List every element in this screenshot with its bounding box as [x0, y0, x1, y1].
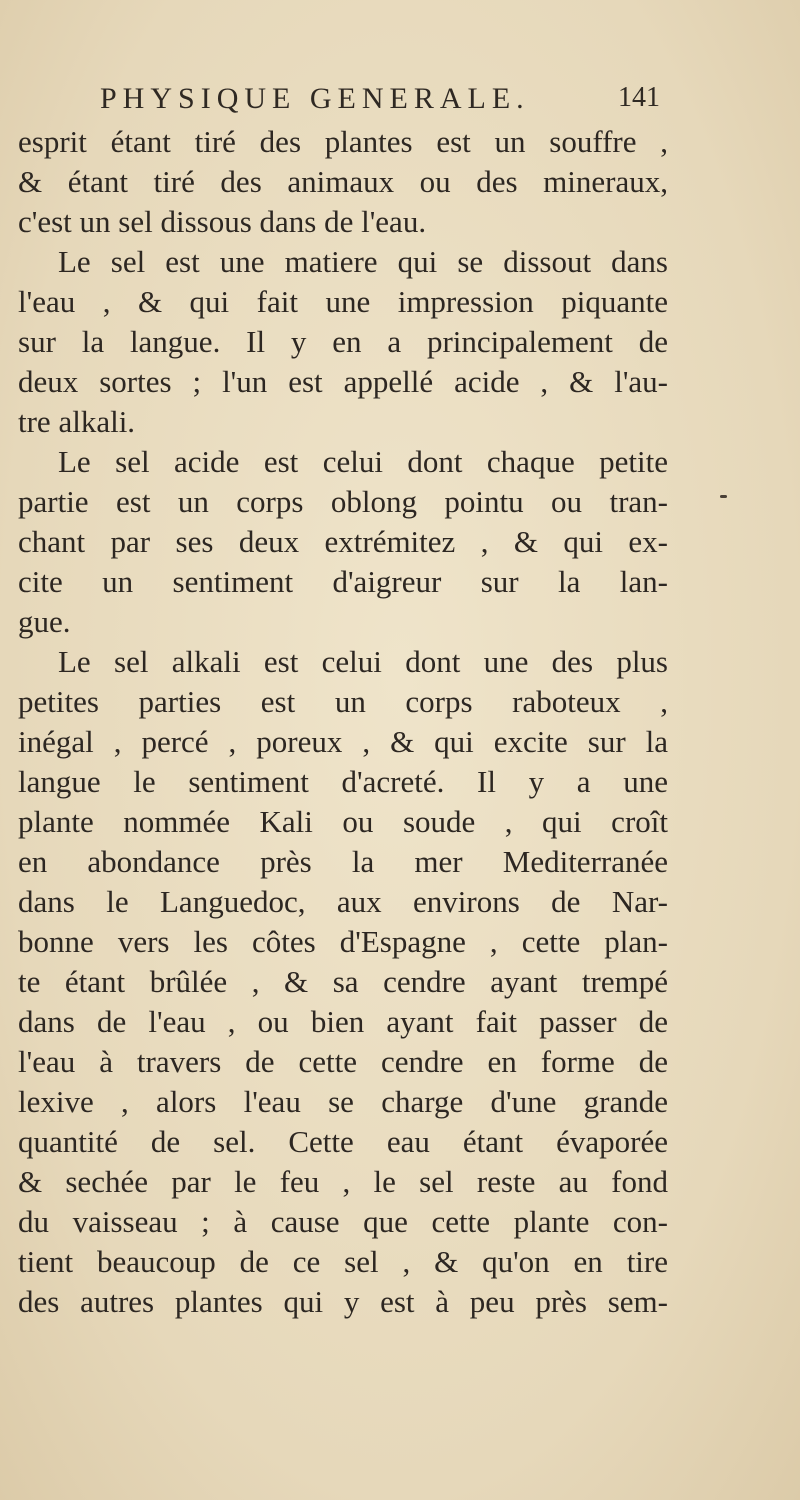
text-line: tient beaucoup de ce sel , & qu'on en tire: [18, 1244, 668, 1279]
text-line: Le sel alkali est celui dont une des plus: [58, 644, 668, 679]
text-line: du vaisseau ; à cause que cette plante con-: [18, 1204, 668, 1239]
body-text: [18, 122, 668, 1322]
text-line: lexive , alors l'eau se charge d'une grande: [18, 1084, 668, 1119]
text-line: plante nommée Kali ou soude , qui croît: [18, 804, 668, 839]
running-title: PHYSIQUE GENERALE.: [100, 82, 530, 115]
text-line: deux sortes ; l'un est appellé acide , & l'au-: [18, 364, 668, 399]
text-line: des autres plantes qui y est à peu près sem-: [18, 1284, 668, 1319]
text-line: chant par ses deux extrémitez , & qui ex-: [18, 524, 668, 559]
text-line: Le sel est une matiere qui se dissout dans: [58, 244, 668, 279]
text-line: & étant tiré des animaux ou des mineraux,: [18, 164, 668, 199]
text-line: Le sel acide est celui dont chaque petite: [58, 444, 668, 479]
text-line: partie est un corps oblong pointu ou tran-: [18, 484, 668, 519]
text-line: esprit étant tiré des plantes est un souffre ,: [18, 124, 668, 159]
ink-speck: [720, 495, 727, 498]
text-line: l'eau à travers de cette cendre en forme de: [18, 1044, 668, 1079]
page-number: 141: [618, 82, 660, 113]
text-line: dans le Languedoc, aux environs de Nar-: [18, 884, 668, 919]
text-line: te étant brûlée , & sa cendre ayant trempé: [18, 964, 668, 999]
text-line: gue.: [18, 604, 71, 639]
text-line: cite un sentiment d'aigreur sur la lan-: [18, 564, 668, 599]
text-line: tre alkali.: [18, 404, 136, 439]
text-line: dans de l'eau , ou bien ayant fait passer de: [18, 1004, 668, 1039]
text-line: bonne vers les côtes d'Espagne , cette plan-: [18, 924, 668, 959]
text-line: inégal , percé , poreux , & qui excite sur la: [18, 724, 668, 759]
text-line: petites parties est un corps raboteux ,: [18, 684, 668, 719]
text-line: sur la langue. Il y en a principalement de: [18, 324, 668, 359]
text-line: en abondance près la mer Mediterranée: [18, 844, 668, 879]
text-line: c'est un sel dissous dans de l'eau.: [18, 204, 427, 239]
text-line: & sechée par le feu , le sel reste au fond: [18, 1164, 668, 1199]
text-line: quantité de sel. Cette eau étant évaporée: [18, 1124, 668, 1159]
text-line: l'eau , & qui fait une impression piquante: [18, 284, 668, 319]
text-line: langue le sentiment d'acreté. Il y a une: [18, 764, 668, 799]
